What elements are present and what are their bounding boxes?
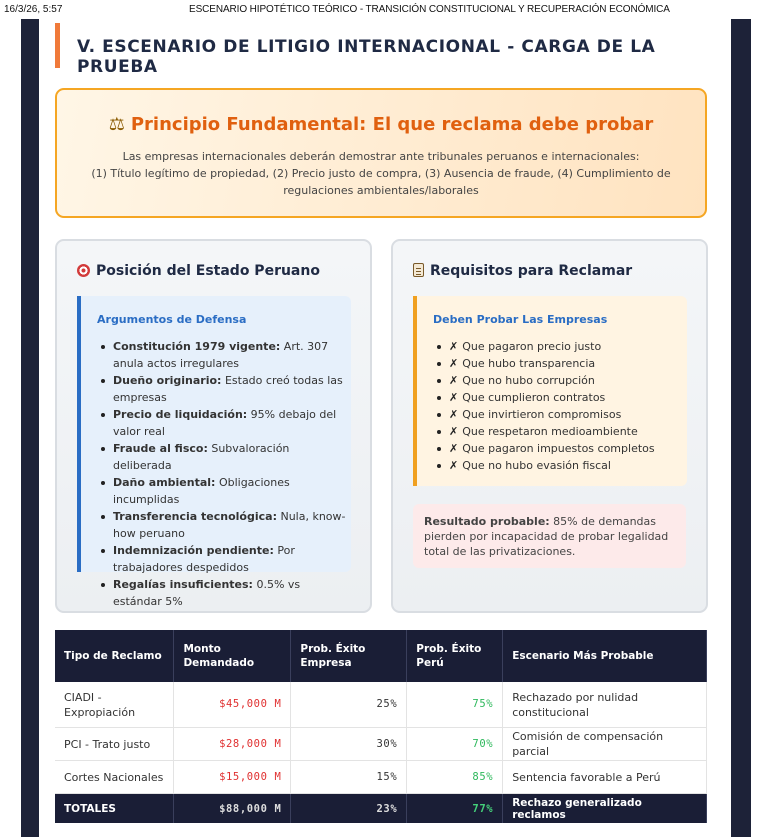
clipboard-icon bbox=[413, 263, 424, 277]
defense-item-label: Precio de liquidación: bbox=[113, 408, 248, 421]
right-page-rail bbox=[731, 19, 751, 837]
table-totals-row bbox=[55, 794, 707, 824]
claim-requirements-heading bbox=[413, 263, 632, 279]
section-title: V. ESCENARIO DE LITIGIO INTERNACIONAL - CARGA DE LA PRUEBA bbox=[77, 37, 656, 77]
cell-prob-empresa: 15% bbox=[291, 761, 407, 794]
claims-table bbox=[55, 630, 707, 823]
peru-position-heading bbox=[77, 263, 320, 279]
cell-tipo: PCI - Trato justo bbox=[55, 728, 174, 761]
defense-item-text: Por trabajadores despedidos bbox=[113, 544, 295, 574]
list-item bbox=[113, 474, 347, 508]
peru-position-title: Posición del Estado Peruano bbox=[96, 263, 320, 279]
cell-tipo: Cortes Nacionales bbox=[55, 761, 174, 794]
table-row bbox=[55, 728, 707, 761]
cell-escenario: Sentencia favorable a Perú bbox=[503, 761, 707, 794]
defense-item-text: 0.5% vs estándar 5% bbox=[113, 578, 301, 608]
defense-arguments-box bbox=[77, 296, 351, 608]
cross-mark-icon: ✗ bbox=[449, 425, 459, 438]
list-item bbox=[449, 338, 683, 355]
list-item bbox=[113, 440, 347, 474]
list-item bbox=[449, 372, 683, 389]
list-item bbox=[113, 338, 347, 372]
header-prob-peru: Prob. Éxito Perú bbox=[407, 630, 503, 682]
company-proof-list bbox=[433, 338, 683, 474]
defense-item-text: Subvaloración deliberada bbox=[113, 442, 290, 472]
defense-item-text: 95% debajo del valor real bbox=[113, 408, 337, 438]
header-escenario: Escenario Más Probable bbox=[503, 630, 707, 682]
list-item bbox=[113, 372, 347, 406]
print-date: 16/3/26, 5:57 bbox=[4, 4, 63, 15]
document-page bbox=[39, 19, 731, 837]
totals-prob-peru: 77% bbox=[407, 794, 503, 824]
principle-title: Principio Fundamental: El que reclama debe probar bbox=[130, 114, 654, 135]
proof-item-text: Que pagaron impuestos completos bbox=[462, 442, 655, 455]
header-monto: Monto Demandado bbox=[174, 630, 291, 682]
totals-escenario: Rechazo generalizado reclamos bbox=[503, 794, 707, 824]
company-proof-subtitle: Deben Probar Las Empresas bbox=[433, 313, 608, 326]
list-item bbox=[449, 423, 683, 440]
defense-item-label: Daño ambiental: bbox=[113, 476, 216, 489]
proof-item-text: Que invirtieron compromisos bbox=[462, 408, 622, 421]
section-heading bbox=[55, 23, 700, 77]
cross-mark-icon: ✗ bbox=[449, 340, 459, 353]
cell-monto: $15,000 M bbox=[174, 761, 291, 794]
list-item bbox=[449, 389, 683, 406]
cross-mark-icon: ✗ bbox=[449, 357, 459, 370]
list-item bbox=[113, 508, 347, 542]
cell-prob-empresa: 30% bbox=[291, 728, 407, 761]
defense-item-label: Dueño originario: bbox=[113, 374, 222, 387]
proof-item-text: Que no hubo corrupción bbox=[462, 374, 595, 387]
cross-mark-icon: ✗ bbox=[449, 459, 459, 472]
company-proof-box bbox=[413, 296, 687, 486]
probable-result-box bbox=[413, 504, 686, 568]
proof-item-text: Que cumplieron contratos bbox=[462, 391, 606, 404]
defense-item-text: Nula, know-how peruano bbox=[113, 510, 346, 540]
probable-result-label: Resultado probable: bbox=[424, 515, 550, 528]
cross-mark-icon: ✗ bbox=[449, 374, 459, 387]
balance-scale-icon: ⚖ bbox=[108, 114, 125, 135]
cell-prob-empresa: 25% bbox=[291, 682, 407, 728]
defense-item-label: Indemnización pendiente: bbox=[113, 544, 274, 557]
list-item bbox=[449, 355, 683, 372]
cell-escenario: Comisión de compensación parcial bbox=[503, 728, 707, 761]
header-prob-empresa: Prob. Éxito Empresa bbox=[291, 630, 407, 682]
proof-item-text: Que respetaron medioambiente bbox=[462, 425, 638, 438]
header-tipo: Tipo de Reclamo bbox=[55, 630, 174, 682]
list-item bbox=[449, 457, 683, 474]
claim-requirements-card bbox=[391, 239, 708, 613]
principle-text bbox=[87, 148, 675, 199]
defense-item-text: Art. 307 anula actos irregulares bbox=[113, 340, 329, 370]
cross-mark-icon: ✗ bbox=[449, 391, 459, 404]
claim-requirements-title: Requisitos para Reclamar bbox=[430, 263, 633, 279]
cell-escenario: Rechazado por nulidad constitucional bbox=[503, 682, 707, 728]
list-item bbox=[113, 542, 347, 576]
principle-callout bbox=[55, 88, 707, 218]
target-icon bbox=[77, 264, 90, 277]
proof-item-text: Que hubo transparencia bbox=[462, 357, 596, 370]
probable-result-text bbox=[424, 514, 676, 559]
proof-item-text: Que pagaron precio justo bbox=[462, 340, 602, 353]
list-item bbox=[113, 576, 347, 610]
cell-prob-peru: 85% bbox=[407, 761, 503, 794]
defense-item-label: Fraude al fisco: bbox=[113, 442, 208, 455]
cell-tipo: CIADI - Expropiación bbox=[55, 682, 174, 728]
defense-item-label: Constitución 1979 vigente: bbox=[113, 340, 281, 353]
defense-item-label: Transferencia tecnológica: bbox=[113, 510, 277, 523]
print-document-title: ESCENARIO HIPOTÉTICO TEÓRICO - TRANSICIÓN CONSTITUCIONAL Y RECUPERACIÓN ECONÓMICA bbox=[189, 4, 670, 15]
principle-line-1: Las empresas internacionales deberán demostrar ante tribunales peruanos e internacionales: bbox=[122, 150, 640, 163]
principle-heading bbox=[57, 114, 705, 135]
principle-line-2: (1) Título legítimo de propiedad, (2) Precio justo de compra, (3) Ausencia de fraude, (4) Cumplimiento de regulaciones ambientales/laborales bbox=[91, 167, 671, 197]
left-page-rail bbox=[21, 19, 39, 837]
table-row bbox=[55, 761, 707, 794]
cell-prob-peru: 70% bbox=[407, 728, 503, 761]
defense-item-text: Estado creó todas las empresas bbox=[113, 374, 343, 404]
defense-arguments-list bbox=[97, 338, 347, 610]
defense-item-text: Obligaciones incumplidas bbox=[113, 476, 290, 506]
probable-result-body: 85% de demandas pierden por incapacidad de probar legalidad total de las privatizaciones. bbox=[424, 515, 669, 558]
table-header-row bbox=[55, 630, 707, 682]
peru-position-card bbox=[55, 239, 372, 613]
list-item bbox=[449, 440, 683, 457]
cross-mark-icon: ✗ bbox=[449, 442, 459, 455]
list-item bbox=[449, 406, 683, 423]
cell-monto: $28,000 M bbox=[174, 728, 291, 761]
totals-label: TOTALES bbox=[55, 794, 174, 824]
defense-arguments-subtitle: Argumentos de Defensa bbox=[97, 313, 247, 326]
totals-monto: $88,000 M bbox=[174, 794, 291, 824]
proof-item-text: Que no hubo evasión fiscal bbox=[462, 459, 611, 472]
defense-item-label: Regalías insuficientes: bbox=[113, 578, 253, 591]
cross-mark-icon: ✗ bbox=[449, 408, 459, 421]
totals-prob-empresa: 23% bbox=[291, 794, 407, 824]
list-item bbox=[113, 406, 347, 440]
table-row bbox=[55, 682, 707, 728]
claims-table-wrapper bbox=[55, 630, 707, 823]
cell-monto: $45,000 M bbox=[174, 682, 291, 728]
print-header bbox=[0, 0, 759, 18]
cell-prob-peru: 75% bbox=[407, 682, 503, 728]
